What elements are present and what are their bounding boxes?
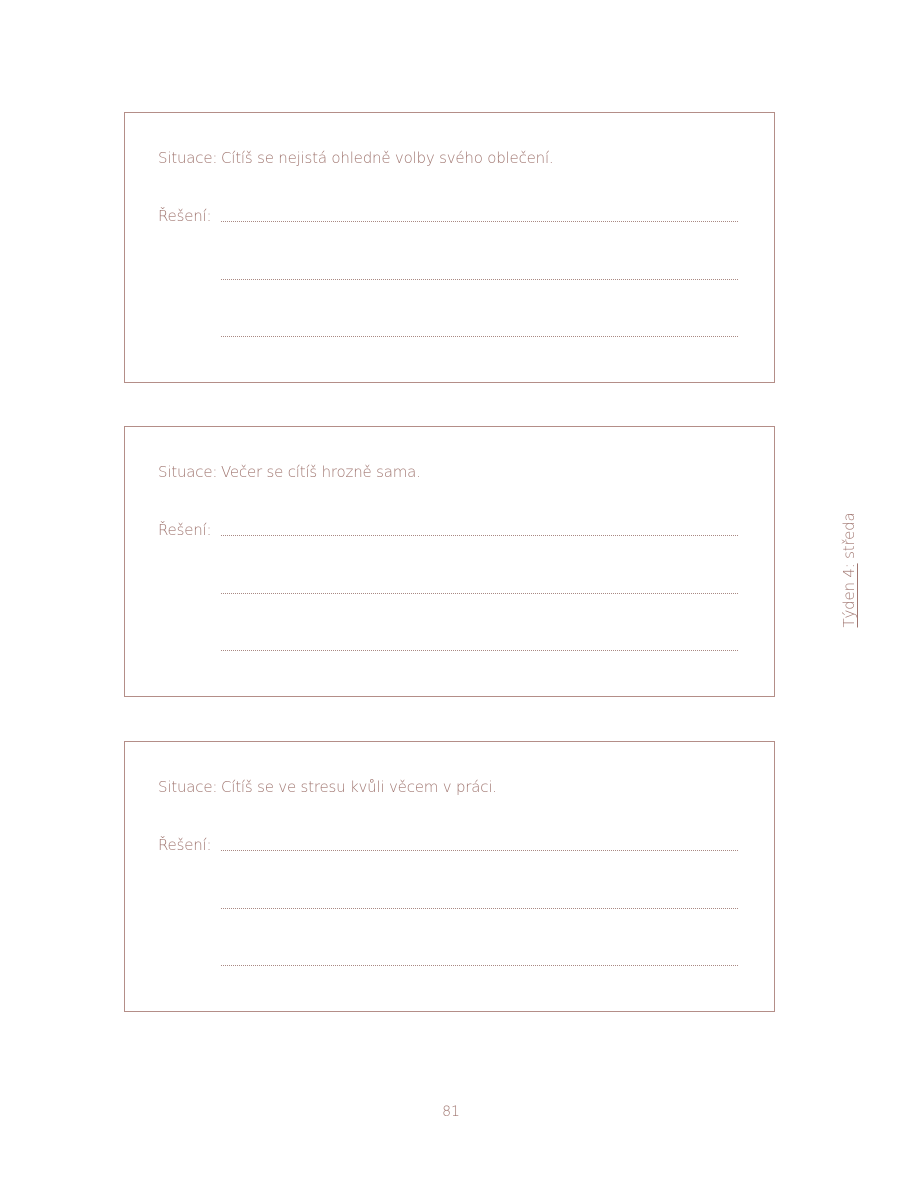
solution-label: Řešení:: [158, 521, 212, 539]
side-tab-week: Týden 4:: [840, 563, 858, 628]
situation-label: Situace:: [158, 778, 218, 796]
answer-line[interactable]: [221, 336, 738, 337]
situation-text: Cítíš se nejistá ohledně volby svého oblečení.: [221, 149, 554, 167]
solution-label: Řešení:: [158, 836, 212, 854]
page-number: 81: [442, 1104, 460, 1120]
situation-card-3: [124, 741, 775, 1012]
situation-text: Cítíš se ve stresu kvůli věcem v práci.: [221, 778, 497, 796]
answer-line[interactable]: [221, 221, 738, 222]
answer-line[interactable]: [221, 650, 738, 651]
answer-line[interactable]: [221, 535, 738, 536]
solution-label: Řešení:: [158, 207, 212, 225]
chapter-side-tab: [840, 513, 858, 628]
answer-line[interactable]: [221, 279, 738, 280]
situation-text: Večer se cítíš hrozně sama.: [221, 463, 421, 481]
situation-label: Situace:: [158, 149, 218, 167]
situation-card-2: [124, 426, 775, 697]
answer-line[interactable]: [221, 593, 738, 594]
situation-label: Situace:: [158, 463, 218, 481]
situation-card-1: [124, 112, 775, 383]
side-tab-day: středa: [840, 512, 858, 559]
answer-line[interactable]: [221, 908, 738, 909]
answer-line[interactable]: [221, 965, 738, 966]
answer-line[interactable]: [221, 850, 738, 851]
